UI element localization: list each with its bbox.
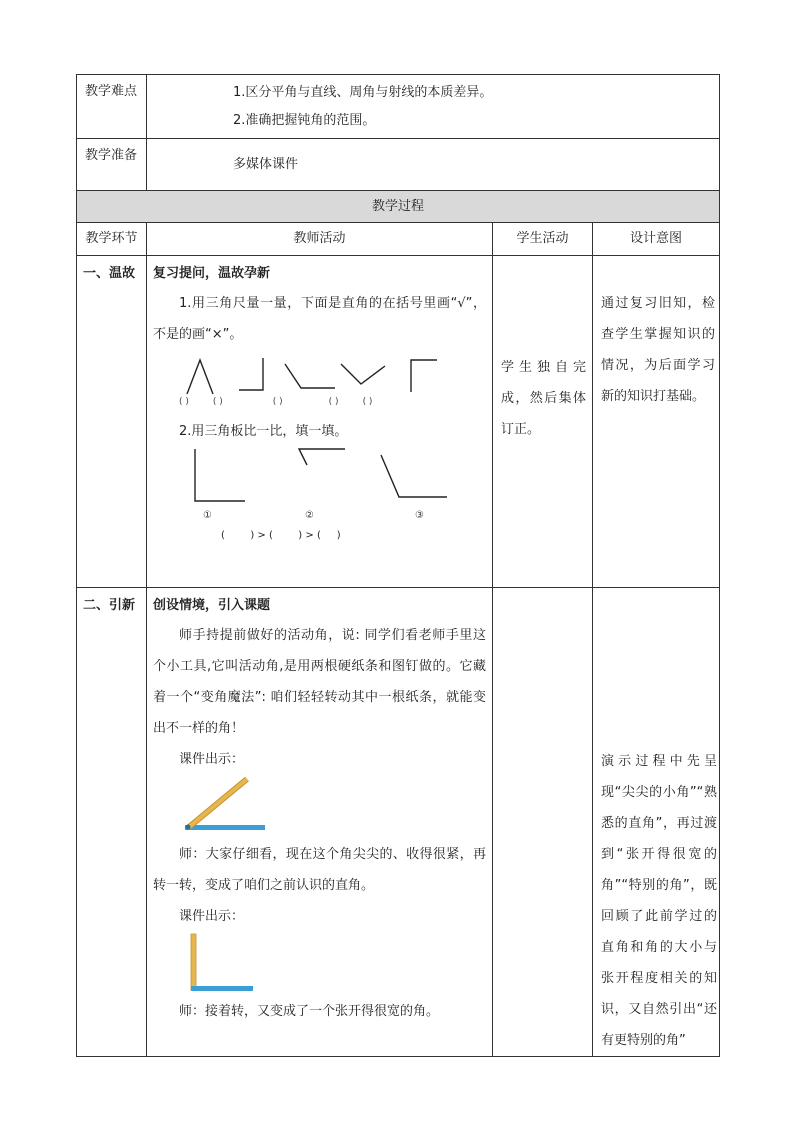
section2-para1: 师手持提前做好的活动角，说: 同学们看老师手里这个小工具,它叫活动角,是用两根硬纸条和图钉做的。它藏着一个“变角魔法”: 咱们轻轻转动其中一根纸条，就能变出不一样的角！ [153, 628, 486, 736]
paren-row [179, 396, 479, 408]
col-student: 学生活动 [493, 223, 593, 256]
difficulty-label: 教学难点 [77, 75, 147, 139]
paren-4: ( ) [328, 397, 339, 407]
col-intent: 设计意图 [593, 223, 720, 256]
column-header-row [77, 223, 720, 256]
angle-shape-5 [411, 360, 437, 392]
section2-para3: 师：接着转，又变成了一个张开得很宽的角。 [179, 1004, 440, 1019]
section1-q1: 1.用三角尺量一量，下面是直角的在括号里画“√”，不是的画“×”。 [153, 296, 486, 342]
right-angle-figure [153, 932, 486, 996]
circled-3: ③ [415, 510, 424, 521]
acute-angle-strips [153, 775, 273, 839]
preparation-label: 教学准备 [77, 139, 147, 191]
section1-student: 学生独自完成，然后集体订正。 [493, 256, 593, 588]
section1-row [77, 256, 720, 588]
compare-blanks: ( ) > ( ) > ( ) [221, 530, 341, 541]
circled-2: ② [305, 510, 314, 521]
angle-shape-1 [187, 360, 213, 394]
angle-shape-4 [341, 364, 385, 384]
process-title: 教学过程 [77, 191, 720, 223]
difficulty-row [77, 75, 720, 139]
paren-2: ( ) [212, 397, 223, 407]
blue-strip [185, 825, 265, 830]
section2-intent: 演示过程中先呈现“尖尖的小角”“熟悉的直角”，再过渡到“张开得很宽的角”“特别的角”，既回顾了此前学过的直角和角的大小与张开程度相关的知识，又自然引出“还有更特别的角” [593, 588, 720, 1057]
section2-student [493, 588, 593, 1057]
process-title-row [77, 191, 720, 223]
section2-teacher [147, 588, 493, 1057]
preparation-value: 多媒体课件 [147, 139, 720, 191]
section2-show2: 课件出示： [179, 909, 245, 924]
section1-intent: 通过复习旧知，检查学生掌握知识的情况，为后面学习新的知识打基础。 [593, 256, 720, 588]
orange-vertical-strip [191, 934, 196, 990]
angle-shape-3 [285, 364, 335, 388]
difficulty-item-1: 1.区分平角与直线、周角与射线的本质差异。 [233, 85, 493, 100]
circled-1: ① [203, 510, 212, 521]
section1-teacher [147, 256, 493, 588]
blue-horizontal-strip [191, 986, 253, 991]
difficulty-content [147, 75, 720, 139]
angle-shape-2 [239, 358, 263, 390]
section2-stage: 二、引新 [77, 588, 147, 1057]
compare-angle-shapes [153, 447, 483, 509]
right-angle-figures [153, 350, 486, 410]
acute-angle-figure [153, 775, 486, 839]
section2-para2: 师：大家仔细看，现在这个角尖尖的、收得很紧，再转一转，变成了咱们之前认识的直角。 [153, 847, 486, 893]
compare-angle-3 [381, 455, 447, 497]
paren-3: ( ) [272, 397, 283, 407]
paren-1: ( ) [179, 397, 189, 407]
section2-heading: 创设情境，引入课题 [153, 598, 271, 613]
right-angle-strips [153, 932, 273, 996]
section1-stage: 一、温故 [77, 256, 147, 588]
col-teacher: 教师活动 [147, 223, 493, 256]
preparation-row [77, 139, 720, 191]
orange-strip [189, 779, 247, 827]
lesson-plan-table [76, 74, 720, 1057]
difficulty-item-2: 2.准确把握钝角的范围。 [233, 113, 376, 128]
section1-q2: 2.用三角板比一比，填一填。 [179, 424, 348, 439]
pivot-pin [186, 825, 191, 830]
compare-angle-1 [195, 449, 245, 501]
section2-show1: 课件出示： [179, 752, 245, 767]
section1-heading: 复习提问，温故孕新 [153, 266, 271, 281]
paren-5: ( ) [362, 397, 373, 407]
compare-figures [153, 447, 486, 547]
col-stage: 教学环节 [77, 223, 147, 256]
section2-row [77, 588, 720, 1057]
compare-angle-2 [299, 449, 345, 465]
